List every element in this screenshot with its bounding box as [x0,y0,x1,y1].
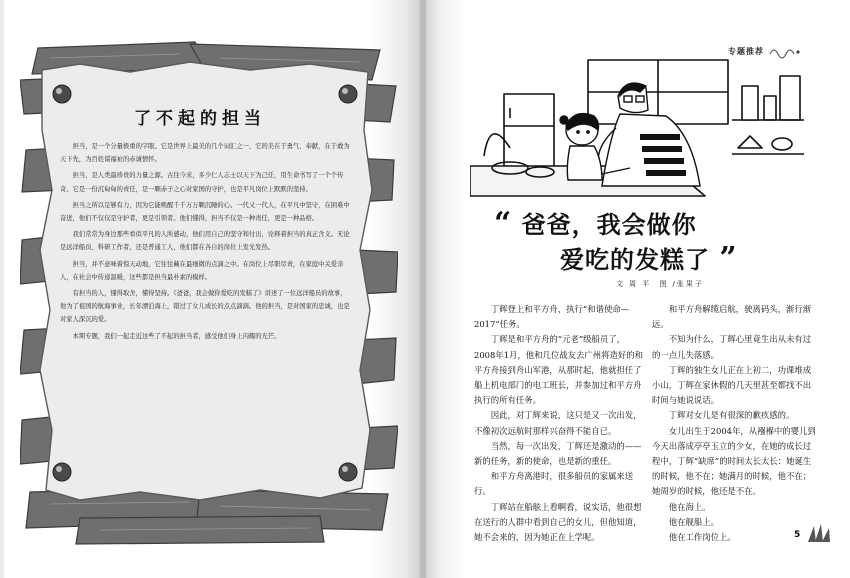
article-paragraph: 他在舰船上。 [668,516,720,527]
illustrator-label: 图 [659,280,669,288]
headline-line-1: 爸爸，我会做你 [521,211,697,239]
article-paragraph: 和平方舟解缆启航，驶离码头，渐行渐远。 [652,304,812,330]
father-daughter-kitchen-illustration [470,56,805,206]
article-column-right [652,302,816,545]
illustrator-name: 张果子 [676,280,704,288]
note-body [60,140,352,346]
note-paragraph: 担当之所以足够有力，因为它能唤醒千千万万颗沉睡的心。一代又一代人，在平凡中坚守，在困难中奋进，他们不仅仅是守护者，更是引领者。他们懂得，担当不仅是一种责任，更是一种品格。 [60,201,350,223]
author-label: 文 [616,280,625,288]
open-quote-mark: “ [494,206,513,241]
book-gutter [420,0,426,578]
article-paragraph: 当然，每一次出发，丁辉还是激动的——新的任务，新的使命，也是新的重任。 [474,440,642,467]
byline: 文 周 平 图 /张果子 [616,280,704,288]
headline-line-2: 爱吃的发糕了 [560,246,710,274]
article-paragraph: 因此，对丁辉来说，这只是又一次出发，不像初次远航时那样兴奋得不能自已。 [474,410,642,436]
note-paragraph: 我们常常为身边那些看似平凡的人所感动，他们用自己的坚守和付出，诠释着担当的真正含义。无论是远洋船员、科研工作者，还是普通工人，他们都在各自的岗位上发光发热。 [60,231,350,252]
article-paragraph: 他在工作岗位上。 [668,532,736,543]
note-paragraph: 有担当的人，懂得取舍，懂得坚持。《爸爸，我会做你爱吃的发糕了》讲述了一位远洋船员的故事，他为了祖国的航海事业，长年漂泊海上，错过了女儿成长的点点滴滴。他的担当，是对国家的忠诚，也是对家人深沉的爱。 [60,290,350,324]
author-name: 周 平 [629,280,652,288]
article-paragraph: 他在海上。 [668,501,711,512]
section-tag: 专题推荐 [728,47,764,56]
note-paragraph: 担当，是一个分量极重的字眼。它是世界上最美的几个词汇之一，它的美在于勇气、奉献，在于敢为天下先，为百姓谋福祉的赤诚情怀。 [60,143,350,164]
article-paragraph: 丁辉的独生女儿正在上初二，功课堆成小山，丁辉在家休假的几天里甚至都找不出时间与她说说话。 [652,364,812,406]
article-paragraph: 丁辉是和平方舟的“元老”级船员了，2008年1月，他和几位战友去广州将造好的和平方舟接到舟山军港，从那时起，他就担任了船上机电部门的电工班长，并参加过和平方舟执行的所有任务。 [474,334,644,406]
left-page-edge [0,0,4,578]
note-title: 了不起的担当 [134,109,266,129]
page-number: 5 [794,530,801,540]
article-paragraph: 不知为什么，丁辉心里竟生出从未有过的一点儿失落感。 [652,334,812,360]
note-paragraph: 担当，并不意味着惊天动地，它往往藏在最细微的点滴之中。在岗位上尽职尽责，在家庭中关爱亲人，在社会中传递温暖，这些都是担当最朴素的模样。 [60,260,344,281]
article-paragraph: 女儿出生于2004年，从襁褓中的婴儿到今天出落成亭亭玉立的少女，在她的成长过程中，丁辉“缺席”的时间太长太长：她诞生的时候，他不在；她满月的时候，他不在；她周岁的时候，他还是不在。 [652,425,816,497]
leaf-decoration-icon [804,520,834,546]
article-column-left [474,302,644,545]
article-headline [476,207,796,277]
close-quote-mark: ” [719,241,738,276]
article-paragraph: 和平方舟离港时，很多船员的家属来送行。 [474,471,634,497]
article-paragraph: 丁辉对女儿是有很深的歉疚感的。 [668,410,795,421]
article-paragraph: 丁辉登上和平方舟，执行“和谐使命—2017”任务。 [474,304,630,330]
note-paragraph: 本期专题，我们一起走近这些了不起的担当者，感受他们身上闪耀的光芒。 [72,332,281,340]
article-paragraph: 丁辉站在船舷上看啊看，说实话，他很想在送行的人群中看到自己的女儿，但他知道，她不会来的，因为她正在上学呢。 [474,501,642,543]
note-paragraph: 担当，是人类最珍贵的力量之源。古往今来，多少仁人志士以天下为己任，用生命书写了一个个传奇。它是一份沉甸甸的责任，是一颗赤子之心对家国的守护，也是平凡岗位上默默的坚持。 [60,172,344,193]
